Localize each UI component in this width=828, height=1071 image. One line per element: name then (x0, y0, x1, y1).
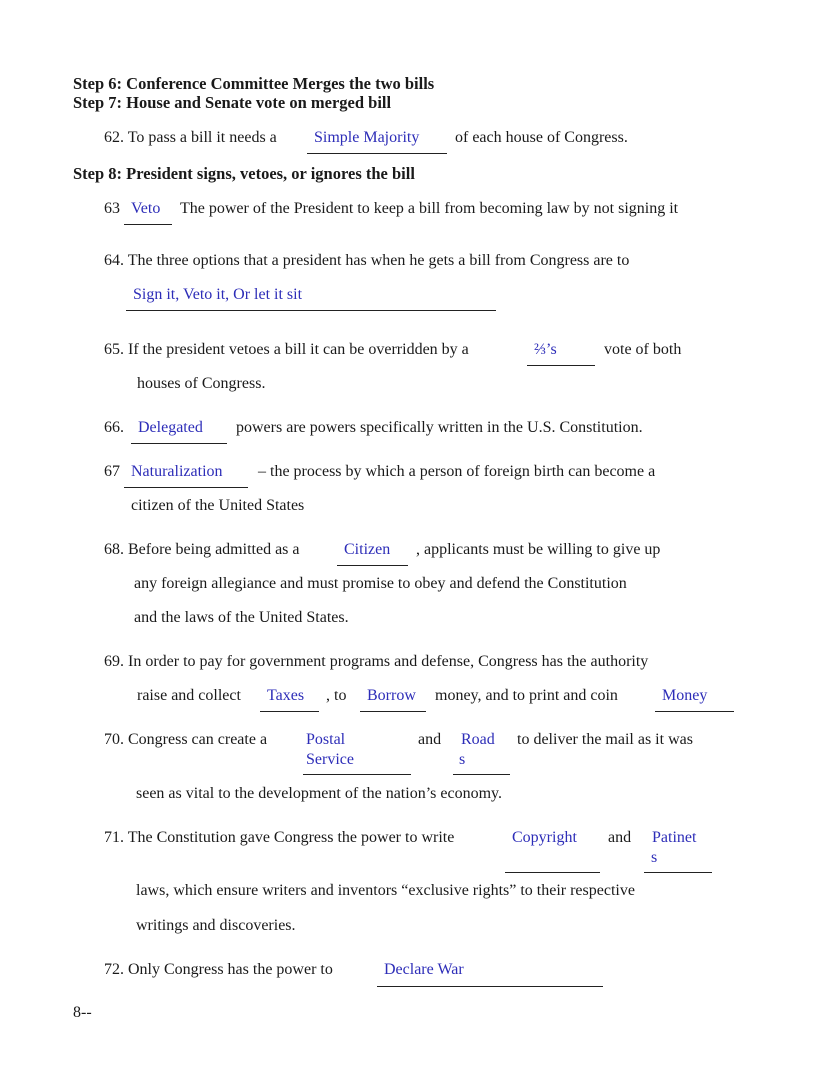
q68-blank-line (337, 565, 408, 566)
q62-blank-line (307, 153, 447, 154)
q67-answer: Naturalization (131, 463, 223, 480)
q69-answer-3: Money (662, 687, 708, 704)
q70-continuation: seen as vital to the development of the nation’s economy. (136, 785, 502, 802)
step-6-heading: Step 6: Conference Committee Merges the two bills (73, 74, 435, 93)
q64-prompt: 64. The three options that a president has when he gets a bill from Congress are to (104, 252, 630, 269)
q69-text-3: money, and to print and coin (435, 687, 618, 704)
q69-prompt: 69. In order to pay for government programs and defense, Congress has the authority (104, 653, 649, 670)
q66-definition: powers are powers specifically written in the U.S. Constitution. (236, 419, 643, 436)
q63-definition: The power of the President to keep a bill from becoming law by not signing it (180, 200, 679, 217)
q70-prompt: 70. Congress can create a (104, 731, 268, 748)
q67-continuation: citizen of the United States (131, 497, 305, 514)
q67-blank-line (124, 487, 248, 488)
q72-blank-line (377, 986, 603, 987)
step-7-heading: Step 7: House and Senate vote on merged bill (73, 93, 392, 112)
q66-answer: Delegated (138, 419, 203, 436)
q62-answer: Simple Majority (314, 129, 420, 146)
q69-answer-1: Taxes (267, 687, 305, 704)
q65-blank-line (527, 365, 595, 366)
q68-continuation-1: any foreign allegiance and must promise to obey and defend the Constitution (134, 575, 627, 592)
q71-text-and: and (608, 829, 632, 846)
q65-continuation: houses of Congress. (137, 375, 266, 392)
q69-text-2: , to (326, 687, 347, 704)
q69-blank-line-3 (655, 711, 734, 712)
q69-blank-line-1 (260, 711, 319, 712)
q70-text-and: and (418, 731, 442, 748)
q71-prompt: 71. The Constitution gave Congress the power to write (104, 829, 455, 846)
q63-blank-line (124, 224, 172, 225)
q72-answer: Declare War (384, 961, 464, 978)
q71-answer-1: Copyright (512, 829, 577, 846)
q63-answer: Veto (131, 200, 161, 217)
q71-blank-line-2 (644, 872, 712, 873)
q64-blank-line (126, 310, 496, 311)
q67-definition: – the process by which a person of foreign birth can become a (258, 463, 656, 480)
step-8-heading: Step 8: President signs, vetoes, or ignores the bill (73, 164, 415, 183)
q70-answer-1b: Service (306, 751, 354, 768)
q71-blank-line-1 (505, 872, 600, 873)
q71-answer-2b: s (651, 849, 658, 866)
q70-answer-2b: s (459, 751, 466, 768)
q62-suffix: of each house of Congress. (455, 129, 628, 146)
q70-answer-1a: Postal (306, 731, 346, 748)
q71-continuation-2: writings and discoveries. (136, 917, 296, 934)
q70-blank-line-2 (453, 774, 510, 775)
q65-suffix: vote of both (604, 341, 682, 358)
q71-answer-2a: Patinet (652, 829, 697, 846)
q70-suffix: to deliver the mail as it was (517, 731, 693, 748)
q65-answer: ⅔’s (534, 341, 557, 358)
q65-prompt: 65. If the president vetoes a bill it can be overridden by a (104, 341, 469, 358)
q71-continuation-1: laws, which ensure writers and inventors “exclusive rights” to their respective (136, 882, 635, 899)
q69-answer-2: Borrow (367, 687, 416, 704)
q69-text-1: raise and collect (137, 687, 241, 704)
q63-number: 63 (104, 200, 120, 217)
q68-answer: Citizen (344, 541, 391, 558)
q68-prompt: 68. Before being admitted as a (104, 541, 300, 558)
q72-prompt: 72. Only Congress has the power to (104, 961, 333, 978)
q66-number: 66. (104, 419, 124, 436)
q62-prompt: 62. To pass a bill it needs a (104, 129, 277, 146)
q70-blank-line-1 (303, 774, 411, 775)
q68-suffix: , applicants must be willing to give up (416, 541, 661, 558)
q66-blank-line (131, 443, 227, 444)
q64-answer: Sign it, Veto it, Or let it sit (133, 286, 303, 303)
page-number: 8-- (73, 1004, 92, 1021)
q70-answer-2a: Road (461, 731, 495, 748)
q69-blank-line-2 (360, 711, 426, 712)
q67-number: 67 (104, 463, 120, 480)
q68-continuation-2: and the laws of the United States. (134, 609, 349, 626)
